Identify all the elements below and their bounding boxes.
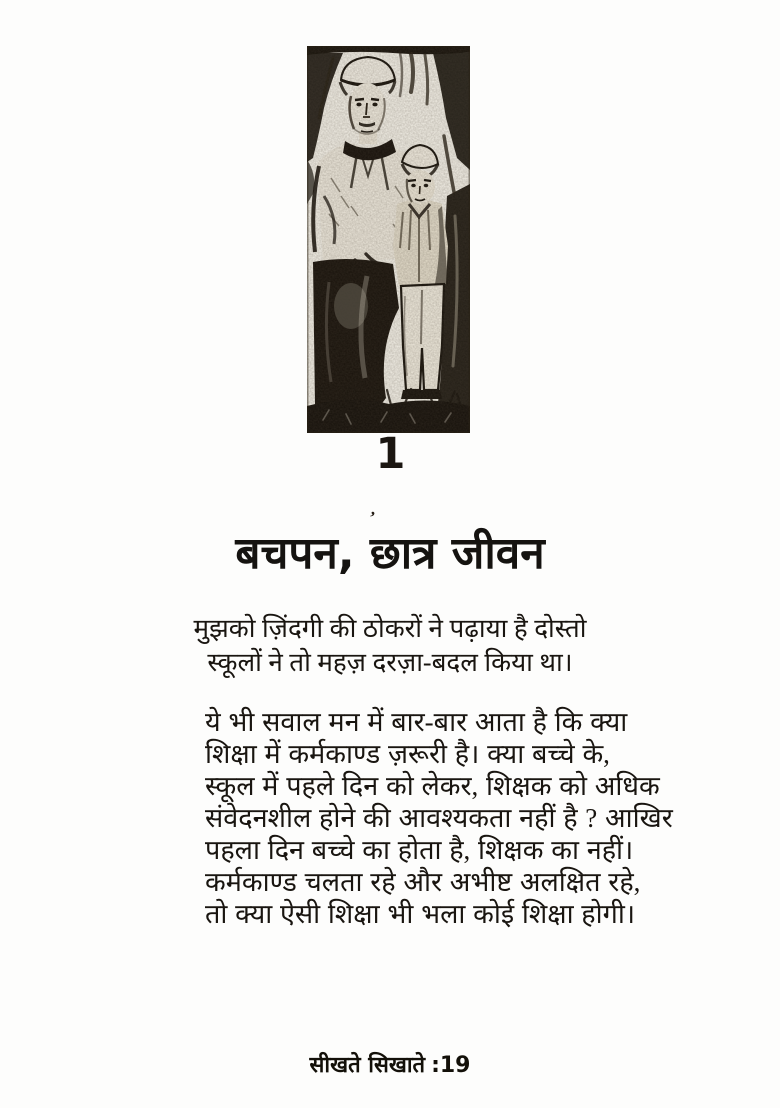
paragraph-line: पहला दिन बच्चे का होता है, शिक्षक का नहीं।: [205, 835, 634, 865]
paragraph-line: तो क्या ऐसी शिक्षा भी भला कोई शिक्षा होगी।: [205, 899, 636, 929]
chapter-number: 1: [375, 429, 405, 479]
paragraph-line: ये भी सवाल मन में बार-बार आता है कि क्या: [205, 707, 628, 737]
page-footer: [0, 1052, 780, 1080]
verse-line: मुझको ज़िंदगी की ठोकरों ने पढ़ाया है दोस्तो: [193, 614, 587, 643]
man-and-child-sketch: [307, 46, 470, 433]
sketch-grain-overlay: [307, 46, 470, 433]
paragraph-line: शिक्षा में कर्मकाण्ड ज़रूरी है। क्या बच्चे के,: [205, 739, 610, 769]
paragraph-line: कर्मकाण्ड चलता रहे और अभीष्ट अलक्षित रहे,: [205, 867, 641, 897]
chapter-illustration: [307, 46, 470, 433]
epigraph-verse: [0, 612, 780, 680]
paragraph-line: संवेदनशील होने की आवश्यकता नहीं है ? आखिर: [205, 803, 673, 833]
running-title: सीखते सिखाते: [309, 1053, 426, 1078]
body-paragraph: [205, 706, 673, 930]
print-artifact-mark: ’: [367, 507, 377, 528]
verse-line: स्कूलों ने तो महज़ दरज़ा-बदल किया था।: [207, 648, 573, 677]
paragraph-line: स्कूल में पहले दिन को लेकर, शिक्षक को अधिक: [205, 771, 660, 801]
page-number: :19: [431, 1053, 471, 1078]
chapter-title: बचपन, छात्र जीवन: [235, 528, 545, 579]
